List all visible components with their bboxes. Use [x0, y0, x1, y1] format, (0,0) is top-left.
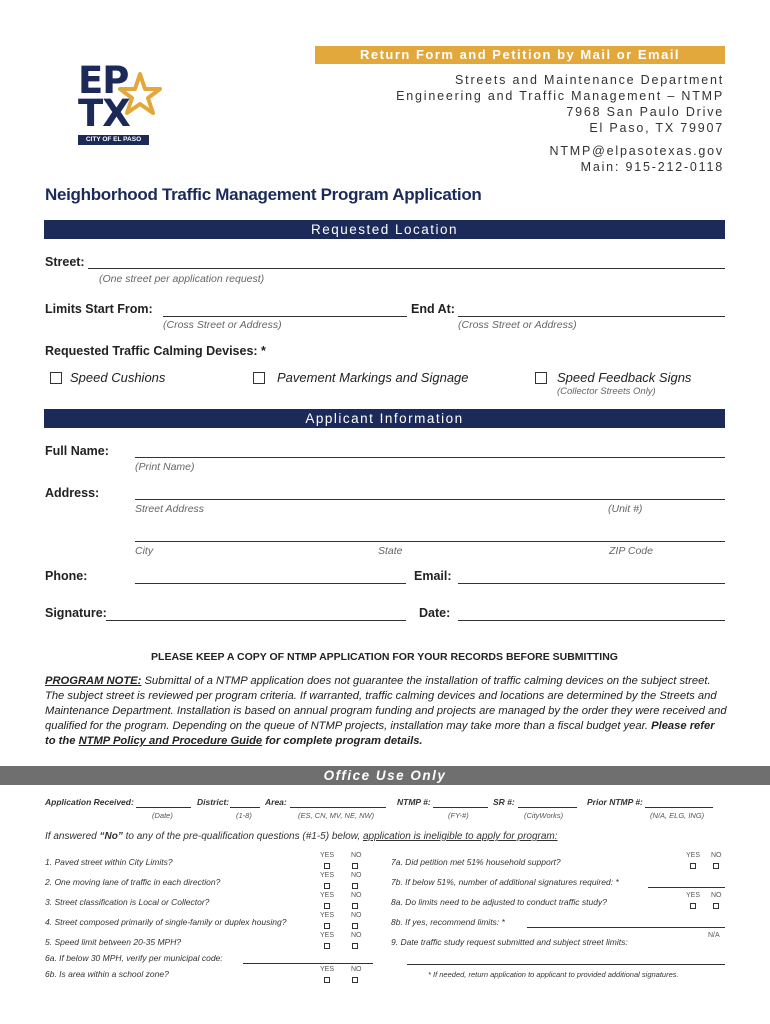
limits-start-field[interactable]: [163, 316, 407, 317]
logo-tx-text: TX: [78, 92, 130, 135]
ntmp-hint: (FY-#): [448, 811, 469, 820]
date-field[interactable]: [458, 620, 725, 621]
question-3: 3. Street classification is Local or Collector?: [45, 897, 210, 907]
district-field[interactable]: [230, 807, 260, 808]
no-label: NO: [351, 932, 362, 939]
yes-label: YES: [320, 852, 335, 859]
speed-feedback-label: Speed Feedback Signs: [557, 370, 692, 385]
q5-yes-checkbox[interactable]: [324, 943, 330, 949]
division-name: Engineering and Traffic Management – NTMP: [396, 89, 724, 103]
office-use-header: Office Use Only: [0, 766, 770, 785]
question-9-field[interactable]: [407, 964, 725, 965]
q6b-yes-checkbox[interactable]: [324, 977, 330, 983]
contact-phone: Main: 915-212-0118: [580, 160, 724, 174]
signature-label: Signature:: [45, 606, 107, 620]
sr-field[interactable]: [518, 807, 577, 808]
logo-city-label: CITY OF EL PASO: [78, 135, 149, 145]
question-8a: 8a. Do limits need to be adjusted to conduct traffic study?: [391, 897, 607, 907]
program-note-body: Submittal of a NTMP application does not guarantee the installation of traffic calming devices on the subject street. The subject street is reviewed per program criteria. If warranted, traffic calming devices and locations are determined by the Streets and Maintenance Department. Installation is based on annual program funding and projects are managed by the order they were received and qualified for the program. Depending on the queue of NTMP projects, installation may take more than a fiscal budget year.: [45, 675, 727, 732]
speed-feedback-hint: (Collector Streets Only): [557, 386, 656, 397]
area-field[interactable]: [290, 807, 386, 808]
signature-field[interactable]: [106, 620, 406, 621]
q2-no-checkbox[interactable]: [352, 883, 358, 889]
policy-guide-link[interactable]: NTMP Policy and Procedure Guide: [78, 735, 263, 747]
no-label: NO: [351, 966, 362, 973]
ineligible-note-b: to any of the pre-qualification questions (#1-5) below,: [122, 831, 363, 842]
q9-na-label: N/A: [708, 932, 720, 939]
ineligible-note-no: “No”: [99, 831, 123, 842]
end-at-hint: (Cross Street or Address): [458, 319, 577, 331]
ntmp-field[interactable]: [433, 807, 488, 808]
dept-name: Streets and Maintenance Department: [455, 73, 724, 87]
question-5: 5. Speed limit between 20-35 MPH?: [45, 937, 182, 947]
applicant-info-header: Applicant Information: [44, 409, 725, 428]
prior-ntmp-label: Prior NTMP #:: [587, 797, 643, 807]
end-at-label: End At:: [411, 302, 455, 316]
q1-yes-checkbox[interactable]: [324, 863, 330, 869]
q2-yes-checkbox[interactable]: [324, 883, 330, 889]
pavement-markings-checkbox[interactable]: [253, 372, 265, 384]
yes-label: YES: [686, 892, 701, 899]
q5-no-checkbox[interactable]: [352, 943, 358, 949]
no-label: NO: [711, 852, 722, 859]
speed-cushions-checkbox[interactable]: [50, 372, 62, 384]
yes-label: YES: [320, 932, 335, 939]
street-label: Street:: [45, 255, 85, 269]
received-hint: (Date): [152, 811, 173, 820]
question-6b: 6b. Is area within a school zone?: [45, 969, 169, 979]
contact-email[interactable]: NTMP@elpasotexas.gov: [549, 144, 724, 158]
phone-field[interactable]: [135, 583, 406, 584]
prior-ntmp-hint: (N/A, ELG, ING): [650, 811, 705, 820]
zip-hint: ZIP Code: [609, 545, 653, 557]
received-label: Application Received:: [45, 797, 134, 807]
ineligible-note: [45, 831, 558, 842]
question-6a-field[interactable]: [243, 963, 373, 964]
state-hint: State: [378, 545, 403, 557]
q8a-yes-checkbox[interactable]: [690, 903, 696, 909]
question-2: 2. One moving lane of traffic in each direction?: [45, 877, 221, 887]
address-line-1: 7968 San Paulo Drive: [566, 105, 724, 119]
footnote: * If needed, return application to applicant to provided additional signatures.: [428, 970, 679, 979]
ineligible-note-a: If answered: [45, 831, 100, 842]
address-line-2: El Paso, TX 79907: [589, 121, 724, 135]
area-hint: (ES, CN, MV, NE, NW): [298, 811, 375, 820]
program-note: [45, 674, 728, 749]
district-label: District:: [197, 797, 230, 807]
q8a-no-checkbox[interactable]: [713, 903, 719, 909]
question-9: 9. Date traffic study request submitted and subject street limits:: [391, 937, 628, 947]
q7a-no-checkbox[interactable]: [713, 863, 719, 869]
program-note-tail: for complete program details.: [262, 735, 423, 747]
return-form-banner: Return Form and Petition by Mail or Email: [315, 46, 725, 64]
street-field[interactable]: [88, 268, 725, 269]
yes-label: YES: [320, 872, 335, 879]
full-name-label: Full Name:: [45, 444, 109, 458]
no-label: NO: [351, 872, 362, 879]
q1-no-checkbox[interactable]: [352, 863, 358, 869]
speed-cushions-label: Speed Cushions: [70, 370, 166, 385]
program-note-refer: Please refer to the: [45, 720, 715, 747]
no-label: NO: [351, 892, 362, 899]
ineligible-note-u: application is ineligible to apply for program:: [362, 831, 558, 842]
question-8b: 8b. If yes, recommend limits: *: [391, 917, 505, 927]
limits-start-label: Limits Start From:: [45, 302, 153, 316]
question-6a: 6a. If below 30 MPH, verify per municipal code:: [45, 953, 223, 963]
pavement-markings-label: Pavement Markings and Signage: [277, 370, 469, 385]
area-label: Area:: [265, 797, 287, 807]
yes-label: YES: [686, 852, 701, 859]
question-7b-field[interactable]: [648, 887, 725, 888]
email-label: Email:: [414, 569, 452, 583]
full-name-field[interactable]: [135, 457, 725, 458]
q3-yes-checkbox[interactable]: [324, 903, 330, 909]
program-note-lead: PROGRAM NOTE:: [45, 675, 142, 687]
q6b-no-checkbox[interactable]: [352, 977, 358, 983]
address-label: Address:: [45, 486, 100, 500]
received-field[interactable]: [136, 807, 191, 808]
no-label: NO: [351, 912, 362, 919]
q7a-yes-checkbox[interactable]: [690, 863, 696, 869]
email-field[interactable]: [458, 583, 725, 584]
street-address-hint: Street Address: [135, 503, 205, 515]
question-1: 1. Paved street within City Limits?: [45, 857, 173, 867]
q4-yes-checkbox[interactable]: [324, 923, 330, 929]
street-address-field[interactable]: [135, 499, 725, 500]
star-icon: [114, 72, 162, 118]
page-title: Neighborhood Traffic Management Program Application: [45, 185, 482, 204]
keep-copy-notice: PLEASE KEEP A COPY OF NTMP APPLICATION FOR YOUR RECORDS BEFORE SUBMITTING: [151, 651, 618, 663]
yes-label: YES: [320, 912, 335, 919]
q3-no-checkbox[interactable]: [352, 903, 358, 909]
date-label: Date:: [419, 606, 451, 620]
sr-hint: (CityWorks): [524, 811, 564, 820]
ntmp-label: NTMP #:: [397, 797, 431, 807]
sr-label: SR #:: [493, 797, 515, 807]
limits-start-hint: (Cross Street or Address): [163, 319, 282, 331]
logo-ep-text: EP: [78, 59, 129, 102]
question-7a: 7a. Did petition met 51% household support?: [391, 857, 561, 867]
q4-no-checkbox[interactable]: [352, 923, 358, 929]
phone-label: Phone:: [45, 569, 88, 583]
end-at-field[interactable]: [458, 316, 725, 317]
prior-ntmp-field[interactable]: [645, 807, 713, 808]
question-7b: 7b. If below 51%, number of additional signatures required: *: [391, 877, 619, 887]
street-hint: (One street per application request): [99, 273, 265, 285]
unit-hint: (Unit #): [608, 503, 643, 515]
yes-label: YES: [320, 966, 335, 973]
no-label: NO: [351, 852, 362, 859]
devices-label: Requested Traffic Calming Devises: *: [45, 344, 266, 358]
question-8b-field[interactable]: [527, 927, 725, 928]
no-label: NO: [711, 892, 722, 899]
city-hint: City: [135, 545, 154, 557]
city-state-zip-field[interactable]: [135, 541, 725, 542]
yes-label: YES: [320, 892, 335, 899]
full-name-hint: (Print Name): [135, 461, 195, 473]
requested-location-header: Requested Location: [44, 220, 725, 239]
district-hint: (1-8): [236, 811, 252, 820]
question-4: 4. Street composed primarily of single-family or duplex housing?: [45, 917, 287, 927]
speed-feedback-checkbox[interactable]: [535, 372, 547, 384]
